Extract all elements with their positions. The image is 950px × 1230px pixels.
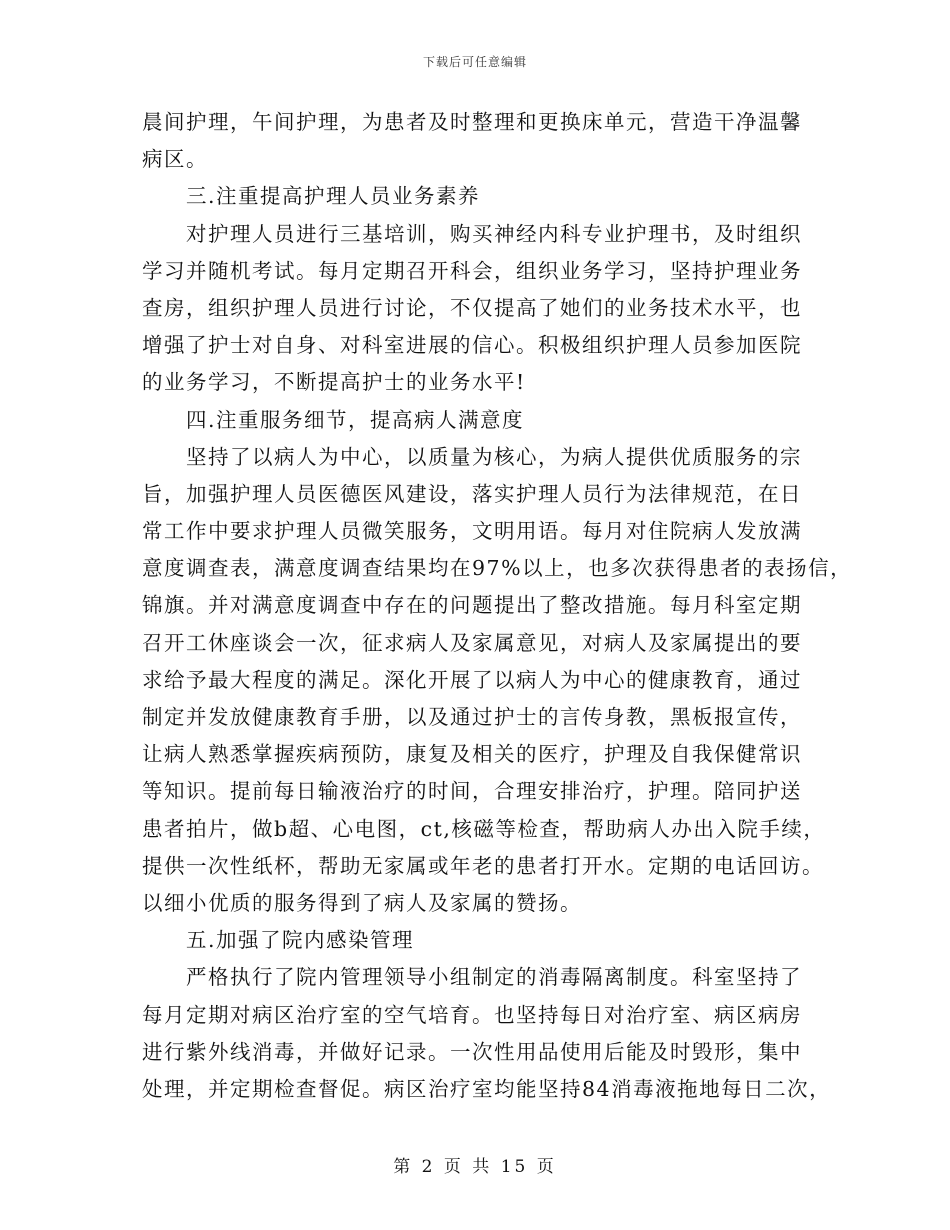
- text-line: 四.注重服务细节，提高病人满意度: [186, 407, 525, 432]
- text-line: 旨，加强护理人员医德医风建设，落实护理人员行为法律规范，在日: [142, 481, 802, 506]
- page-footer: 第 2 页 共 15 页: [393, 1157, 557, 1177]
- text-line: 等知识。提前每日输液治疗的时间，合理安排治疗，护理。陪同护送: [142, 779, 802, 804]
- text-line: 求给予最大程度的满足。深化开展了以病人为中心的健康教育，通过: [142, 667, 802, 692]
- text-line: 常工作中要求护理人员微笑服务，文明用语。每月对住院病人发放满: [142, 519, 802, 544]
- text-line: 严格执行了院内管理领导小组制定的消毒隔离制度。科室坚持了: [186, 965, 802, 990]
- text-line: 制定并发放健康教育手册，以及通过护士的言传身教，黑板报宣传，: [142, 705, 802, 729]
- text-line: 每月定期对病区治疗室的空气培育。也坚持每日对治疗室、病区病房: [142, 1002, 802, 1027]
- text-line: 病区。: [142, 147, 208, 172]
- text-line: 患者拍片，做b超、心电图，ct,核磁等检查，帮助病人办出入院手续，: [142, 816, 826, 841]
- text-line: 的业务学习，不断提高护士的业务水平!: [142, 370, 526, 395]
- text-line: 对护理人员进行三基培训，购买神经内科专业护理书，及时组织: [186, 221, 802, 246]
- text-line: 以细小优质的服务得到了病人及家属的赞扬。: [142, 890, 582, 915]
- text-line: 召开工休座谈会一次，征求病人及家属意见，对病人及家属提出的要: [142, 630, 802, 655]
- document-body: [142, 104, 853, 1108]
- text-line: 五.加强了院内感染管理: [186, 928, 415, 953]
- text-line: 晨间护理，午间护理，为患者及时整理和更换床单元，营造干净温馨: [142, 110, 802, 134]
- text-line: 查房，组织护理人员进行讨论，不仅提高了她们的业务技术水平，也: [142, 295, 802, 320]
- text-line: 学习并随机考试。每月定期召开科会，组织业务学习，坚持护理业务: [142, 258, 802, 283]
- text-line: 提供一次性纸杯，帮助无家属或年老的患者打开水。定期的电话回访。: [142, 853, 824, 878]
- text-line: 处理，并定期检查督促。病区治疗室均能坚持84消毒液拖地每日二次，: [142, 1076, 832, 1101]
- text-line: 增强了护士对自身、对科室进展的信心。积极组织护理人员参加医院: [142, 333, 802, 358]
- text-line: 三.注重提高护理人员业务素养: [186, 184, 481, 209]
- text-line: 让病人熟悉掌握疾病预防，康复及相关的医疗，护理及自我保健常识: [142, 742, 802, 767]
- page-header: 下载后可任意编辑: [422, 55, 527, 69]
- text-line: 坚持了以病人为中心，以质量为核心，为病人提供优质服务的宗: [186, 444, 802, 469]
- text-line: 锦旗。并对满意度调查中存在的问题提出了整改措施。每月科室定期: [142, 593, 802, 618]
- text-line: 意度调查表，满意度调查结果均在97%以上，也多次获得患者的表扬信，: [142, 556, 853, 581]
- text-line: 进行紫外线消毒，并做好记录。一次性用品使用后能及时毁形，集中: [142, 1039, 802, 1064]
